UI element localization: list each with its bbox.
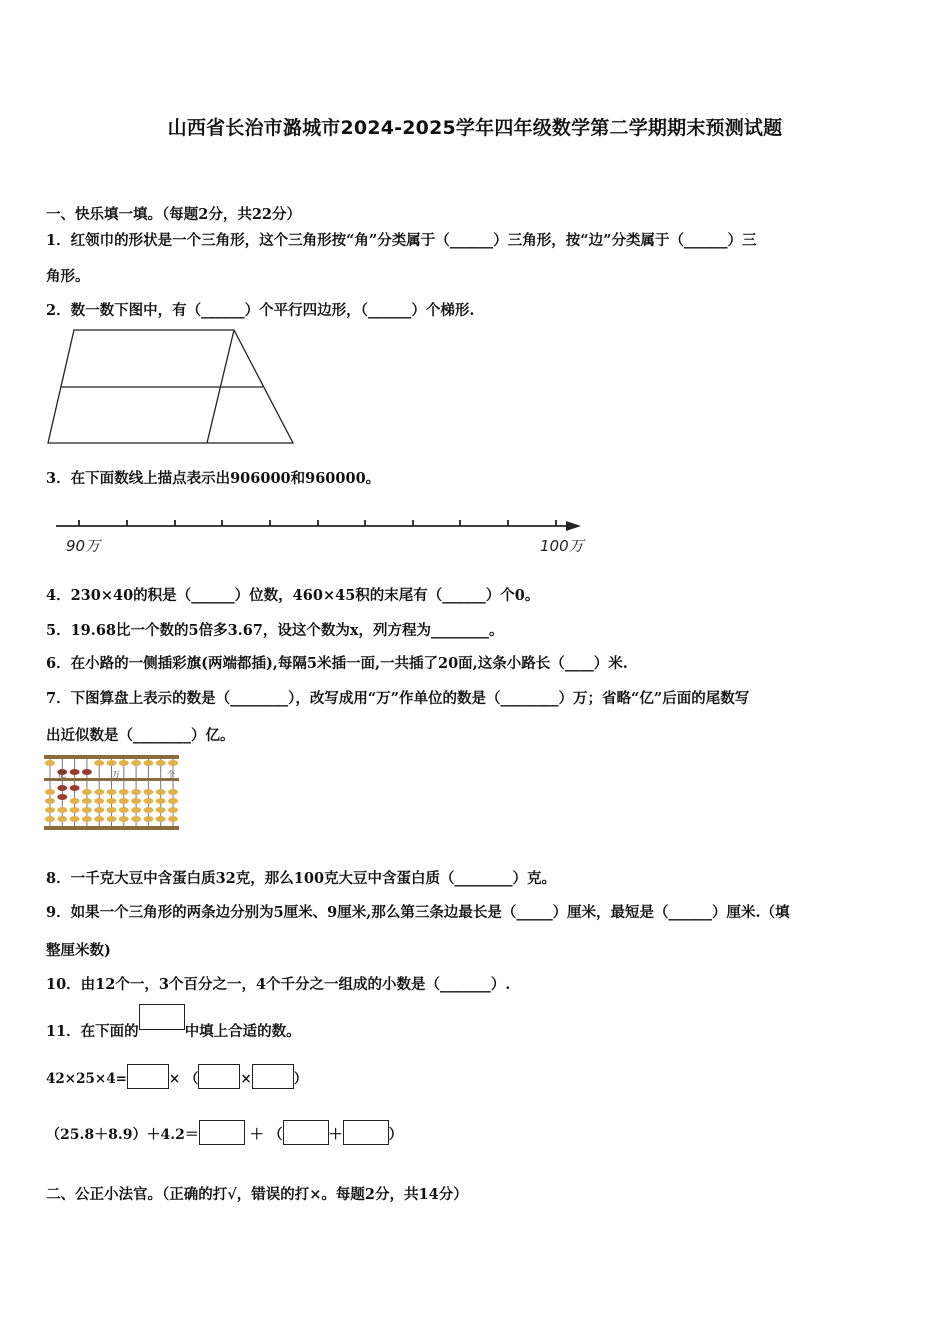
answer-box-6[interactable] [343, 1120, 389, 1145]
answer-box-2[interactable] [198, 1064, 240, 1089]
question-5: 5．19.68比一个数的5倍多3.67，设这个数为x，列方程为________。 [46, 622, 504, 639]
abacus-figure [44, 755, 180, 830]
question-2: 2．数一数下图中，有（______）个平行四边形，（______）个梯形. [46, 302, 475, 319]
plus-sign: ＋ [328, 1127, 343, 1143]
page-title: 山西省长治市潞城市2024-2025学年四年级数学第二学期期末预测试题 [167, 117, 783, 139]
times-sign: × [240, 1071, 252, 1087]
question-4: 4．230×40的积是（______）位数，460×45积的末尾有（______）个0。 [46, 587, 540, 604]
number-line-right-label: 100万 [540, 537, 584, 555]
question-10: 10．由12个一，3个百分之一，4个千分之一组成的小数是（_______）. [46, 976, 511, 993]
equation-1 [46, 1064, 307, 1089]
equation-1-left: 42×25×4= [46, 1071, 127, 1087]
trapezoid-figure [44, 326, 298, 448]
answer-box-sample [139, 1004, 185, 1030]
question-1-line-1: 1．红领巾的形状是一个三角形，这个三角形按“角”分类属于（______）三角形，按“边”分类属于（______）三 [46, 232, 757, 249]
paren-open: （ [268, 1127, 283, 1143]
equation-2 [46, 1120, 403, 1145]
question-6: 6．在小路的一侧插彩旗(两端都插),每隔5米插一面,一共插了20面,这条小路长（____）米. [46, 655, 628, 672]
answer-box-1[interactable] [127, 1064, 169, 1089]
number-line [54, 513, 594, 558]
paren-open: （ [184, 1071, 199, 1087]
number-line-left-label: 90万 [66, 537, 101, 555]
question-1-line-2: 角形。 [46, 268, 90, 285]
question-3: 3．在下面数线上描点表示出906000和960000。 [46, 470, 381, 487]
question-11-prefix: 11．在下面的 [46, 1023, 139, 1040]
question-11 [46, 1004, 301, 1041]
question-8: 8．一千克大豆中含蛋白质32克，那么100克大豆中含蛋白质（________）克。 [46, 870, 557, 887]
answer-box-5[interactable] [283, 1120, 329, 1145]
abacus-label-yi: 亿 [58, 770, 66, 779]
plus-sign: ＋ [249, 1127, 264, 1143]
question-11-suffix: 中填上合适的数。 [184, 1023, 301, 1040]
times-sign: × [168, 1071, 181, 1087]
question-7-line-2: 出近似数是（________）亿。 [46, 727, 235, 744]
paren-close: ） [388, 1127, 403, 1143]
abacus-label-ge: 个 [167, 770, 175, 779]
question-7-line-1: 7．下图算盘上表示的数是（________），改写成用“万”作单位的数是（________）万；省略“亿”后面的尾数写 [46, 690, 750, 707]
answer-box-4[interactable] [199, 1120, 245, 1145]
section-heading-2: 二、公正小法官。（正确的打√，错误的打×。每题2分，共14分） [46, 1186, 468, 1203]
equation-2-left: （25.8＋8.9）＋4.2＝ [46, 1127, 199, 1143]
section-heading-1: 一、快乐填一填。（每题2分，共22分） [46, 206, 302, 223]
abacus-label-wan: 万 [112, 770, 120, 779]
answer-box-3[interactable] [252, 1064, 294, 1089]
paren-close: ） [293, 1071, 308, 1087]
question-9-line-1: 9．如果一个三角形的两条边分别为5厘米、9厘米,那么第三条边最长是（_____）厘米，最短是（______）厘米.（填 [46, 904, 790, 921]
question-9-line-2: 整厘米数) [46, 942, 111, 959]
